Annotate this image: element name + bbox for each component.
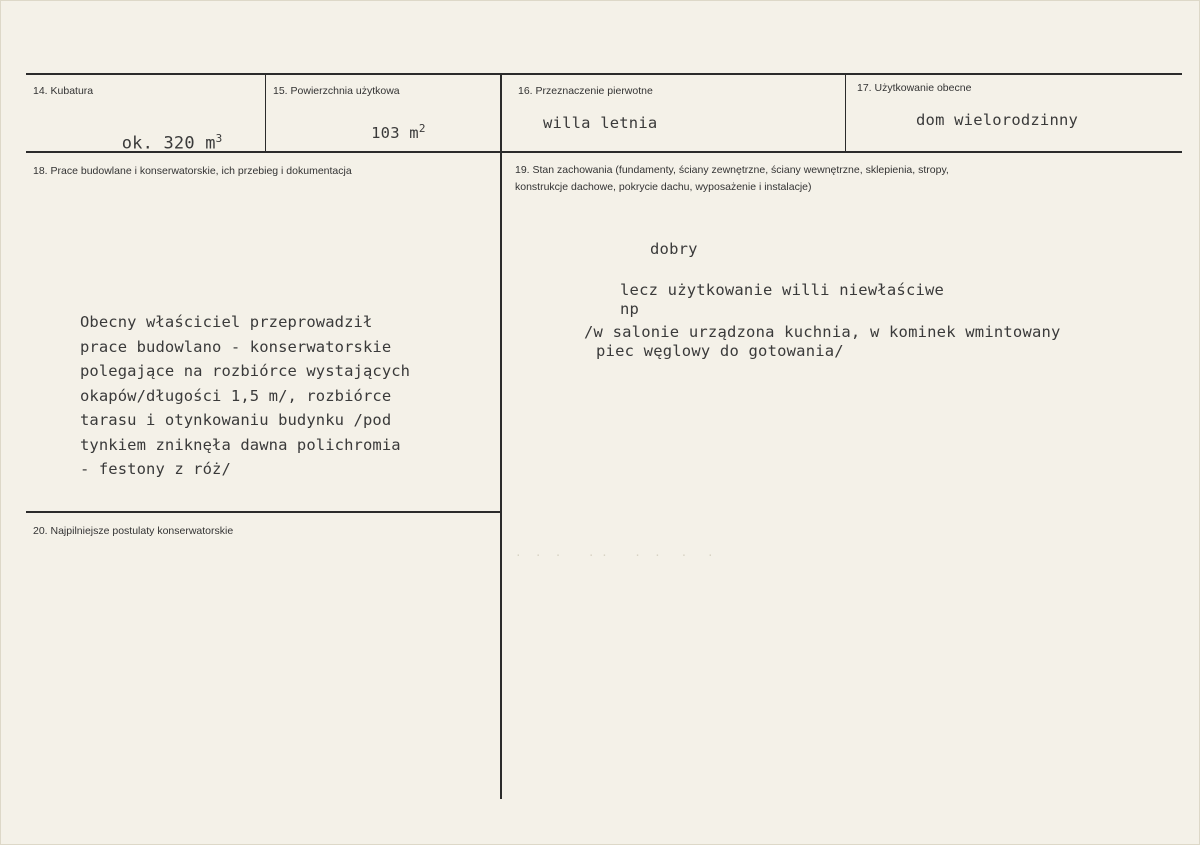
prace-line: Obecny właściciel przeprowadził [80, 313, 373, 331]
prace-line: tynkiem zniknęła dawna polichromia [80, 435, 401, 454]
stan-value-detail2: piec węglowy do gotowania/ [596, 342, 844, 360]
stan-value-note2: np [620, 300, 640, 318]
prace-label: 18. Prace budowlane i konserwatorskie, ich przebieg i dokumentacja [33, 165, 352, 177]
vertical-divider-1 [265, 75, 266, 151]
vertical-divider-2 [500, 75, 502, 799]
kubatura-unit-exponent: 3 [215, 132, 223, 145]
top-rule [26, 73, 1182, 75]
powierzchnia-value-text: 103 m [371, 124, 419, 143]
stan-value-note1: lecz użytkowanie willi niewłaściwe [620, 281, 945, 299]
stan-value-detail1: /w salonie urządzona kuchnia, w kominek wmintowany [584, 323, 1061, 341]
stan-label-line2: konstrukcje dachowe, pokrycie dachu, wyposażenie i instalacje) [515, 181, 812, 193]
stan-label [515, 162, 949, 196]
powierzchnia-value [333, 104, 426, 160]
prace-value [80, 310, 410, 482]
row-divider-2 [26, 511, 500, 513]
przeznaczenie-label: 16. Przeznaczenie pierwotne [518, 85, 653, 97]
przeznaczenie-value: willa letnia [543, 114, 658, 132]
prace-line: polegające na rozbiórce wystających [80, 362, 411, 380]
postulaty-label: 20. Najpilniejsze postulaty konserwatorskie [33, 525, 234, 537]
kubatura-value-text: ok. 320 m [121, 133, 216, 154]
prace-line: prace budowlano - konserwatorskie [80, 337, 392, 356]
uzytkowanie-value: dom wielorodzinny [916, 111, 1079, 129]
kubatura-label: 14. Kubatura [33, 85, 94, 97]
prace-line: - festony z róż/ [80, 460, 231, 478]
stan-label-line1: 19. Stan zachowania (fundamenty, ściany zewnętrzne, ściany wewnętrzne, sklepienia, stropy, [515, 164, 949, 176]
bleed-through-marks: . . . . . . . . . [515, 546, 714, 559]
powierzchnia-label: 15. Powierzchnia użytkowa [273, 85, 400, 97]
vertical-divider-3 [845, 75, 846, 151]
stan-value-main: dobry [650, 240, 698, 258]
uzytkowanie-label: 17. Użytkowanie obecne [857, 82, 972, 94]
prace-line: tarasu i otynkowaniu budynku /pod [80, 411, 392, 429]
powierzchnia-unit-exponent: 2 [418, 122, 426, 135]
prace-line: okapów/długości 1,5 m/, rozbiórce [80, 386, 392, 405]
